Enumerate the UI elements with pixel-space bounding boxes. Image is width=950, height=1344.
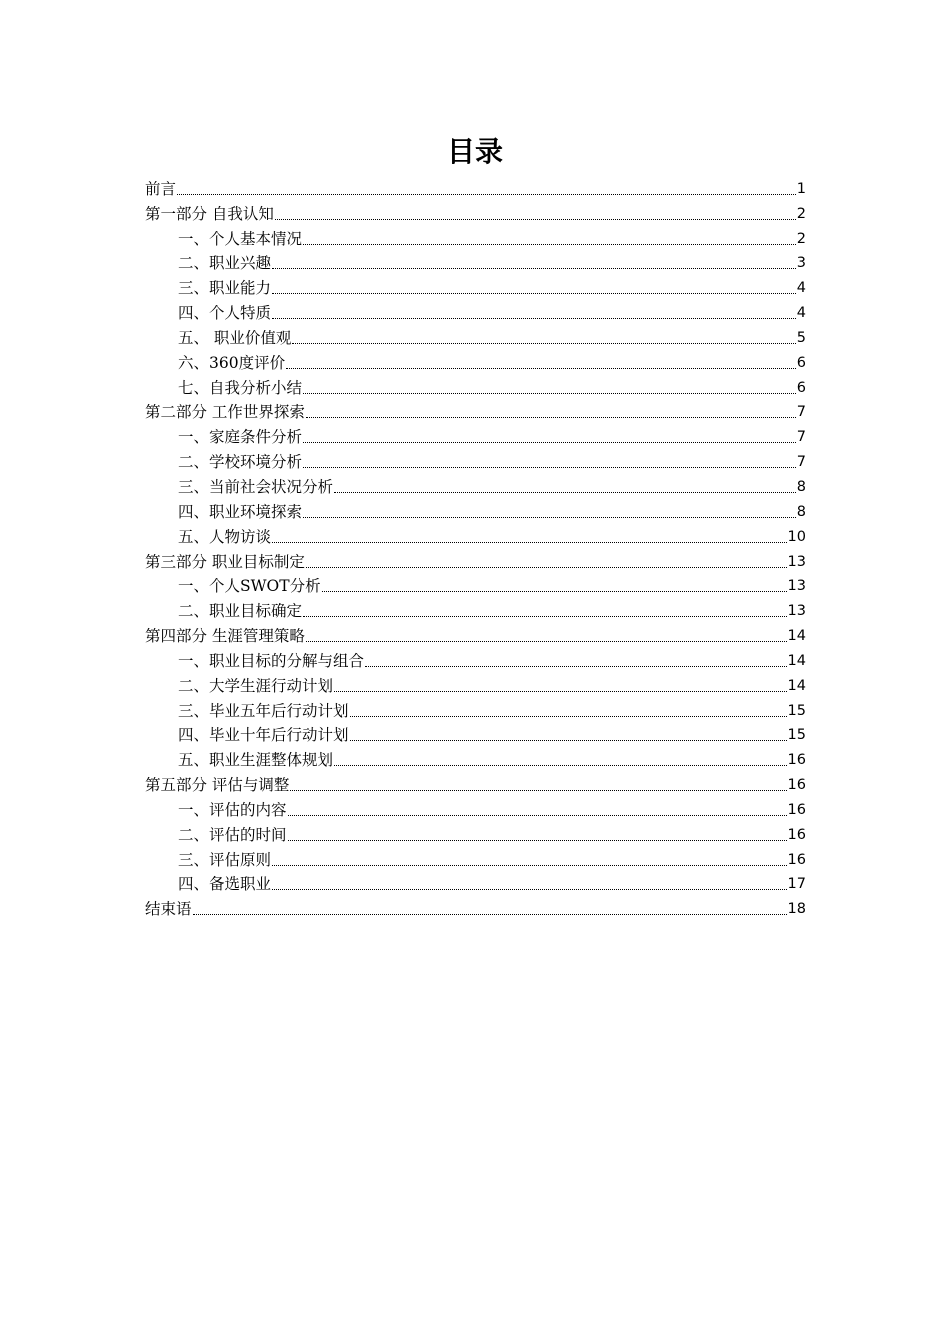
toc-entry-page-number: 8 bbox=[796, 503, 806, 520]
toc-dot-leader bbox=[334, 691, 787, 692]
toc-entry-page-number: 3 bbox=[796, 255, 806, 272]
toc-entry[interactable] bbox=[145, 225, 806, 250]
toc-entry-page-number: 14 bbox=[787, 652, 806, 669]
toc-entry-label: 五、 职业价值观 bbox=[178, 328, 292, 347]
toc-entry-label: 一、家庭条件分析 bbox=[178, 428, 303, 447]
toc-entry-label: 三、职业能力 bbox=[178, 279, 272, 298]
toc-entry-page-number: 2 bbox=[796, 205, 806, 222]
toc-entry[interactable] bbox=[145, 895, 806, 920]
toc-dot-leader bbox=[303, 393, 796, 394]
toc-entry[interactable] bbox=[145, 523, 806, 548]
toc-entry-page-number: 18 bbox=[787, 901, 806, 918]
toc-dot-leader bbox=[272, 542, 787, 543]
toc-entry-label: 五、职业生涯整体规划 bbox=[178, 751, 334, 770]
toc-entry-page-number: 6 bbox=[796, 379, 806, 396]
toc-entry[interactable] bbox=[145, 473, 806, 498]
toc-entry-page-number: 15 bbox=[787, 727, 806, 744]
toc-dot-leader bbox=[303, 442, 796, 443]
toc-entry-page-number: 1 bbox=[796, 180, 806, 197]
toc-entry-page-number: 6 bbox=[796, 354, 806, 371]
toc-dot-leader bbox=[334, 765, 787, 766]
toc-entry[interactable] bbox=[145, 448, 806, 473]
toc-entry-page-number: 5 bbox=[796, 329, 806, 346]
toc-entry[interactable] bbox=[145, 299, 806, 324]
toc-entry[interactable] bbox=[145, 846, 806, 871]
toc-entry-label: 一、职业目标的分解与组合 bbox=[178, 651, 365, 670]
toc-entry[interactable] bbox=[145, 622, 806, 647]
toc-entry-label: 二、职业兴趣 bbox=[178, 254, 272, 273]
toc-entry-label: 四、个人特质 bbox=[178, 304, 272, 323]
toc-dot-leader bbox=[350, 740, 787, 741]
toc-entry[interactable] bbox=[145, 175, 806, 200]
toc-entry-page-number: 8 bbox=[796, 478, 806, 495]
toc-entry-label: 二、职业目标确定 bbox=[178, 602, 303, 621]
toc-entry[interactable] bbox=[145, 597, 806, 622]
toc-dot-leader bbox=[272, 318, 796, 319]
toc-entry[interactable] bbox=[145, 871, 806, 896]
toc-entry[interactable] bbox=[145, 796, 806, 821]
toc-title: 目录 bbox=[446, 135, 503, 168]
toc-entry-label: 一、个人基本情况 bbox=[178, 229, 303, 248]
toc-dot-leader bbox=[303, 616, 787, 617]
toc-entry-label: 四、备选职业 bbox=[178, 875, 272, 894]
toc-entry-page-number: 14 bbox=[787, 677, 806, 694]
toc-entry[interactable] bbox=[145, 324, 806, 349]
toc-entry-label: 第三部分 职业目标制定 bbox=[145, 552, 305, 571]
toc-dot-leader bbox=[292, 343, 795, 344]
toc-entry-page-number: 17 bbox=[787, 876, 806, 893]
toc-entry-page-number: 13 bbox=[787, 603, 806, 620]
toc-entry[interactable] bbox=[145, 498, 806, 523]
toc-dot-leader bbox=[272, 865, 787, 866]
toc-entry-page-number: 13 bbox=[787, 578, 806, 595]
toc-entry-label: 一、评估的内容 bbox=[178, 800, 287, 819]
toc-entry-page-number: 15 bbox=[787, 702, 806, 719]
toc-entry-page-number: 4 bbox=[796, 305, 806, 322]
table-of-contents bbox=[145, 175, 806, 920]
toc-entry[interactable] bbox=[145, 771, 806, 796]
toc-entry[interactable] bbox=[145, 647, 806, 672]
toc-entry[interactable] bbox=[145, 722, 806, 747]
toc-entry[interactable] bbox=[145, 746, 806, 771]
toc-dot-leader bbox=[272, 268, 796, 269]
toc-entry[interactable] bbox=[145, 548, 806, 573]
toc-entry[interactable] bbox=[145, 697, 806, 722]
toc-entry-label: 第二部分 工作世界探索 bbox=[145, 403, 305, 422]
toc-entry-page-number: 7 bbox=[796, 404, 806, 421]
toc-entry[interactable] bbox=[145, 250, 806, 275]
toc-entry-label: 前言 bbox=[145, 179, 177, 198]
toc-dot-leader bbox=[365, 666, 787, 667]
toc-entry-page-number: 16 bbox=[787, 801, 806, 818]
toc-entry-page-number: 16 bbox=[787, 826, 806, 843]
toc-entry-label: 七、自我分析小结 bbox=[178, 378, 303, 397]
toc-dot-leader bbox=[303, 517, 796, 518]
toc-entry[interactable] bbox=[145, 821, 806, 846]
toc-dot-leader bbox=[322, 591, 787, 592]
toc-entry-label: 二、大学生涯行动计划 bbox=[178, 676, 334, 695]
toc-entry-label: 第四部分 生涯管理策略 bbox=[145, 627, 305, 646]
toc-entry-label: 四、职业环境探索 bbox=[178, 502, 303, 521]
toc-entry-page-number: 10 bbox=[787, 528, 806, 545]
toc-entry-page-number: 4 bbox=[796, 280, 806, 297]
toc-dot-leader bbox=[303, 244, 796, 245]
toc-entry[interactable] bbox=[145, 573, 806, 598]
toc-entry-label: 第一部分 自我认知 bbox=[145, 204, 274, 223]
toc-entry-label: 第五部分 评估与调整 bbox=[145, 776, 290, 795]
toc-dot-leader bbox=[286, 368, 796, 369]
toc-entry-page-number: 2 bbox=[796, 230, 806, 247]
toc-entry-label: 四、毕业十年后行动计划 bbox=[178, 726, 349, 745]
toc-entry-label: 结束语 bbox=[145, 900, 192, 919]
toc-entry-label: 三、当前社会状况分析 bbox=[178, 477, 334, 496]
toc-entry-page-number: 16 bbox=[787, 777, 806, 794]
toc-entry-page-number: 14 bbox=[787, 628, 806, 645]
toc-dot-leader bbox=[303, 467, 796, 468]
toc-dot-leader bbox=[290, 790, 786, 791]
toc-entry[interactable] bbox=[145, 349, 806, 374]
toc-entry-page-number: 7 bbox=[796, 429, 806, 446]
toc-dot-leader bbox=[193, 914, 787, 915]
toc-dot-leader bbox=[288, 840, 787, 841]
toc-dot-leader bbox=[306, 417, 796, 418]
toc-dot-leader bbox=[177, 194, 796, 195]
toc-entry[interactable] bbox=[145, 672, 806, 697]
toc-entry-page-number: 16 bbox=[787, 851, 806, 868]
toc-dot-leader bbox=[275, 219, 796, 220]
toc-dot-leader bbox=[350, 716, 787, 717]
toc-entry-page-number: 7 bbox=[796, 454, 806, 471]
toc-dot-leader bbox=[272, 293, 796, 294]
toc-dot-leader bbox=[334, 492, 796, 493]
toc-entry[interactable] bbox=[145, 423, 806, 448]
toc-entry-page-number: 13 bbox=[787, 553, 806, 570]
toc-entry-label: 二、评估的时间 bbox=[178, 825, 287, 844]
toc-entry[interactable] bbox=[145, 374, 806, 399]
toc-dot-leader bbox=[306, 567, 787, 568]
toc-entry-label: 五、人物访谈 bbox=[178, 527, 272, 546]
toc-entry-label: 一、个人SWOT分析 bbox=[178, 577, 321, 596]
toc-entry-label: 二、学校环境分析 bbox=[178, 453, 303, 472]
toc-entry[interactable] bbox=[145, 274, 806, 299]
toc-dot-leader bbox=[288, 815, 787, 816]
toc-entry[interactable] bbox=[145, 399, 806, 424]
toc-entry-label: 三、评估原则 bbox=[178, 850, 272, 869]
toc-dot-leader bbox=[272, 889, 787, 890]
toc-entry-page-number: 16 bbox=[787, 752, 806, 769]
toc-entry-label: 三、毕业五年后行动计划 bbox=[178, 701, 349, 720]
toc-entry-label: 六、360度评价 bbox=[178, 353, 286, 372]
toc-dot-leader bbox=[306, 641, 787, 642]
toc-entry[interactable] bbox=[145, 200, 806, 225]
